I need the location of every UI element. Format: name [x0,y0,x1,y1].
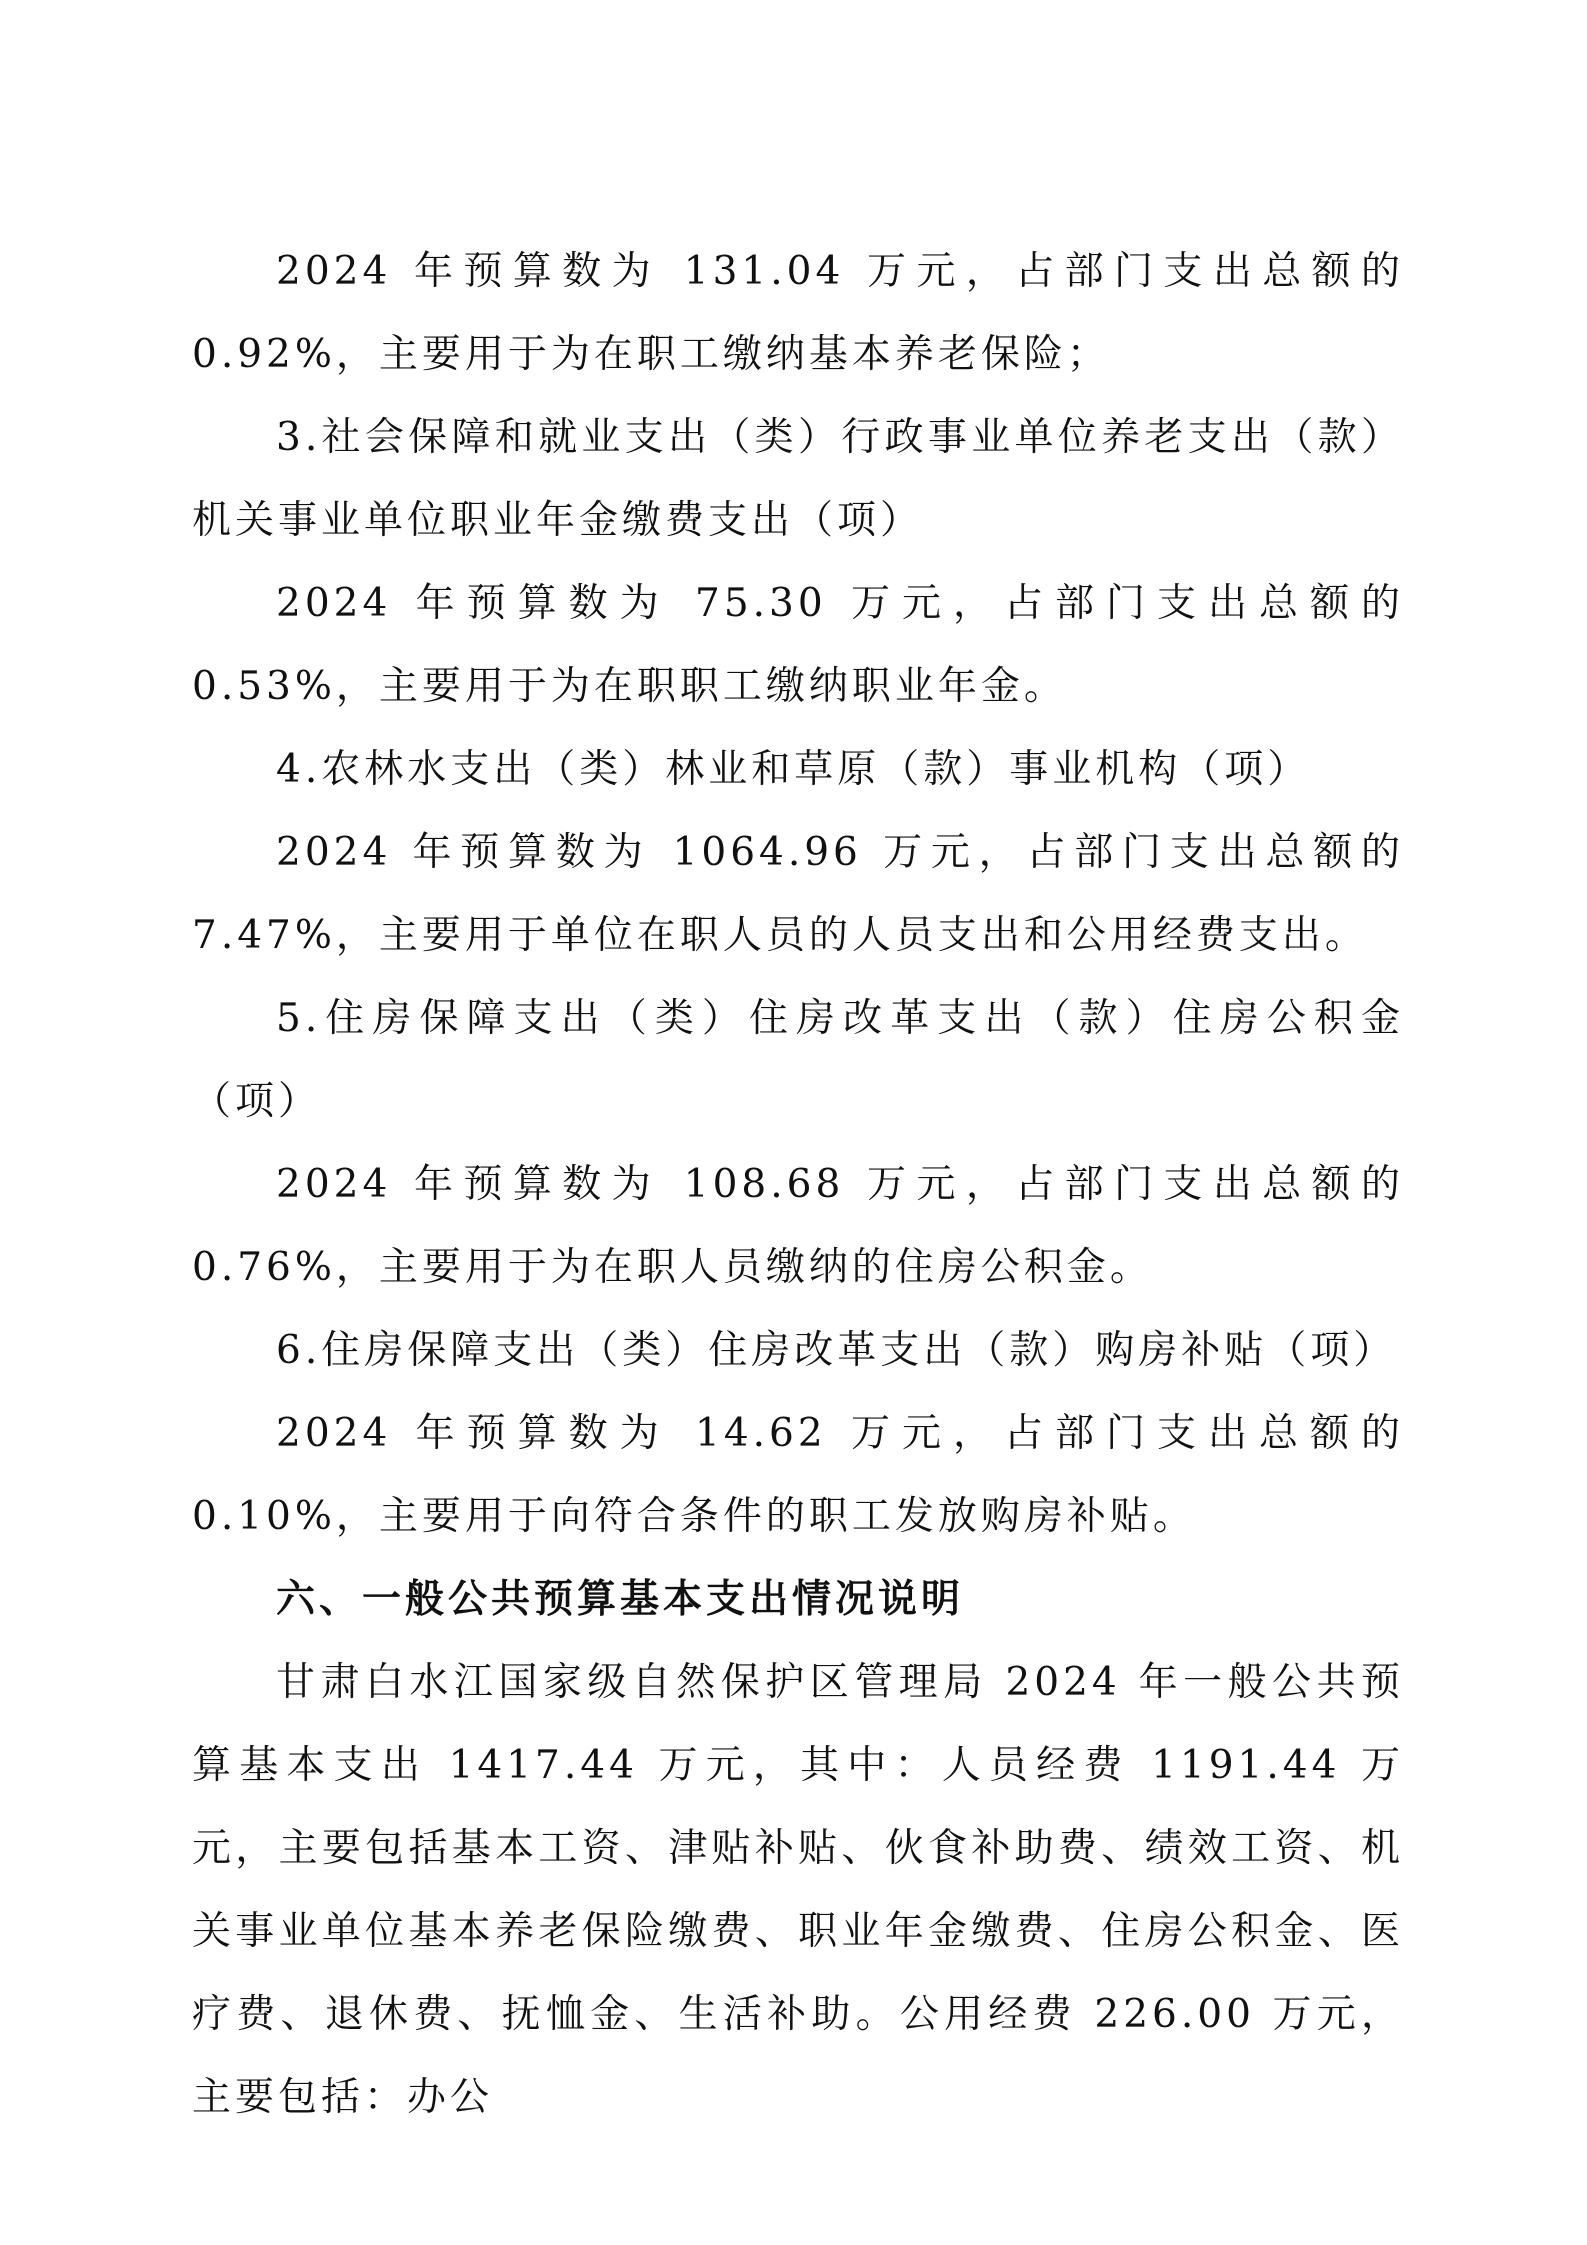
paragraph-housing-subsidy-budget: 2024 年预算数为 14.62 万元，占部门支出总额的 0.10%，主要用于向符合条件的职工发放购房补贴。 [192,1411,1404,1539]
paragraph-item-4-heading: 4.农林水支出（类）林业和草原（款）事业机构（项） [276,747,1311,792]
paragraph-basic-expenditure: 甘肃白水江国家级自然保护区管理局 2024 年一般公共预算基本支出 1417.44 万元，其中：人员经费 1191.44 万元，主要包括基本工资、津贴补贴、伙食补助费、绩效工资、机关事业单位基本养老保险缴费、职业年金缴费、住房公积金、医疗费、退休费、抚恤金、生活补助。公用经费 226.00 万元，主要包括：办公 [192,1660,1404,2120]
paragraph-annuity-budget: 2024 年预算数为 75.30 万元，占部门支出总额的 0.53%，主要用于为在职职工缴纳职业年金。 [192,581,1404,709]
paragraph-item-5-heading: 5.住房保障支出（类）住房改革支出（款）住房公积金（项） [192,996,1404,1124]
paragraph-housing-fund-budget: 2024 年预算数为 108.68 万元，占部门支出总额的 0.76%，主要用于为在职人员缴纳的住房公积金。 [192,1162,1404,1290]
paragraph-item-6-heading: 6.住房保障支出（类）住房改革支出（款）购房补贴（项） [276,1328,1397,1373]
document-page [192,230,1404,2139]
paragraph-forestry-budget: 2024 年预算数为 1064.96 万元，占部门支出总额的 7.47%，主要用于单位在职人员的人员支出和公用经费支出。 [192,830,1404,958]
paragraph-pension-budget: 2024 年预算数为 131.04 万元，占部门支出总额的 0.92%，主要用于为在职工缴纳基本养老保险； [192,249,1404,377]
section-heading-six: 六、一般公共预算基本支出情况说明 [276,1577,965,1622]
paragraph-item-3-heading: 3.社会保障和就业支出（类）行政事业单位养老支出（款）机关事业单位职业年金缴费支出（项） [192,415,1404,543]
